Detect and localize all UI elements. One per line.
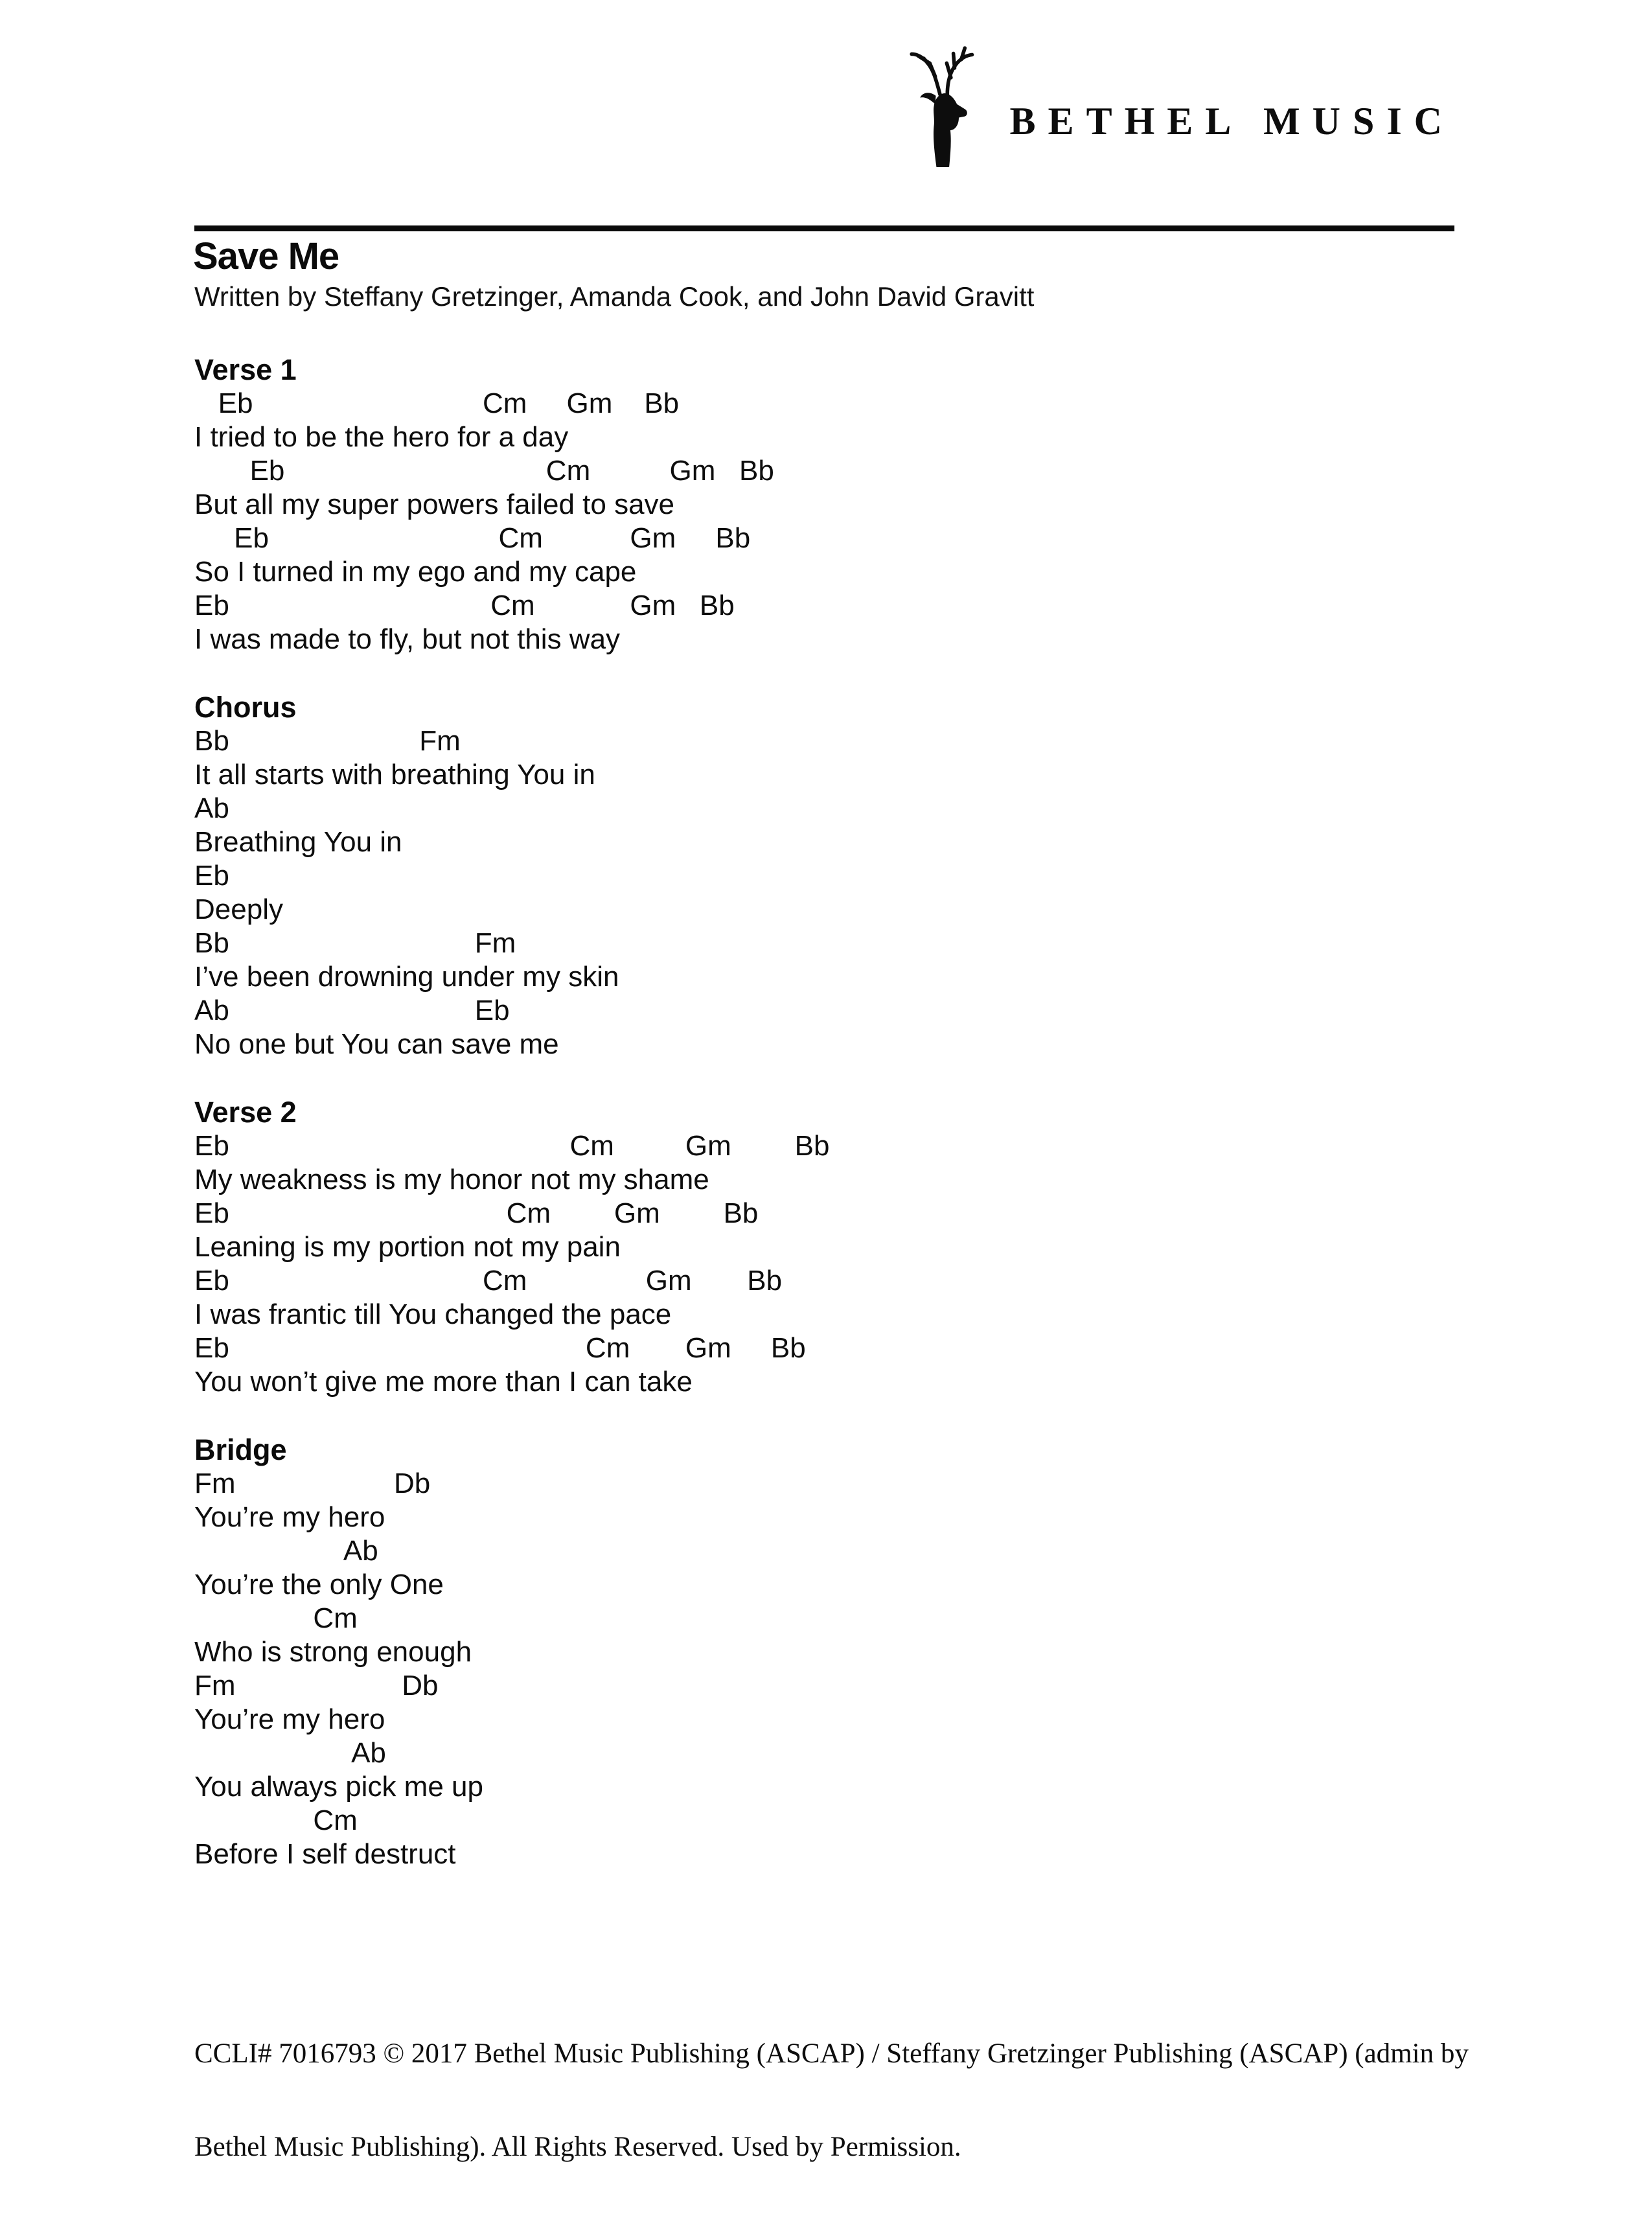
song-body (194, 353, 829, 1871)
section-heading: Bridge (194, 1433, 287, 1466)
lyric-line: You won’t give me more than I can take (194, 1366, 693, 1398)
chord-line: Eb Cm Gm Bb (194, 1130, 830, 1162)
bethel-music-logo (901, 40, 1454, 167)
lyric-line: But all my super powers failed to save (194, 489, 675, 520)
lyric-line: You’re my hero (194, 1501, 385, 1533)
song-section (194, 691, 829, 1061)
lyric-line: I tried to be the hero for a day (194, 421, 569, 453)
chord-line: Cm (194, 1804, 358, 1836)
song-section (194, 353, 829, 656)
section-heading: Chorus (194, 691, 297, 724)
header-divider (194, 225, 1454, 231)
byline: Written by Steffany Gretzinger, Amanda Cook, and John David Gravitt (194, 281, 1035, 312)
chord-line: Eb Cm Gm Bb (194, 522, 751, 554)
footer (194, 1976, 1469, 2225)
lyric-line: It all starts with breathing You in (194, 759, 595, 790)
lyric-line: I was made to fly, but not this way (194, 623, 621, 655)
footer-line: Bethel Music Publishing). All Rights Reserved. Used by Permission. (194, 2132, 961, 2162)
lyric-line: Breathing You in (194, 826, 402, 858)
footer-line: CCLI# 7016793 © 2017 Bethel Music Publishing (ASCAP) / Steffany Gretzinger Publishing (ASCAP) (admin by (194, 2038, 1469, 2069)
lyric-line: I was frantic till You changed the pace (194, 1298, 672, 1330)
lyric-line: You’re my hero (194, 1703, 385, 1735)
lyric-line: So I turned in my ego and my cape (194, 556, 637, 588)
chord-line: Eb Cm Gm Bb (194, 1332, 806, 1364)
song-section (194, 1096, 829, 1399)
chord-line: Eb Cm Gm Bb (194, 1265, 783, 1297)
chord-line: Ab (194, 792, 229, 824)
chord-line: Eb Cm Gm Bb (194, 387, 680, 419)
lyric-line: Leaning is my portion not my pain (194, 1231, 621, 1263)
chord-line: Ab Eb (194, 995, 510, 1026)
chord-line: Fm Db (194, 1670, 439, 1701)
lyric-line: Deeply (194, 893, 283, 925)
lyric-line: Before I self destruct (194, 1838, 456, 1870)
chord-line: Ab (194, 1535, 378, 1567)
lyric-line: You always pick me up (194, 1771, 483, 1803)
brand-name: BETHEL MUSIC (1009, 99, 1454, 143)
chord-line: Fm Db (194, 1468, 431, 1499)
section-heading: Verse 2 (194, 1096, 297, 1129)
deer-head-icon (901, 40, 980, 167)
chord-line: Bb Fm (194, 927, 516, 959)
song-title: Save Me (193, 235, 339, 277)
song-section (194, 1433, 829, 1871)
chord-line: Cm (194, 1602, 358, 1634)
section-heading: Verse 1 (194, 353, 297, 386)
lyric-line: You’re the only One (194, 1569, 444, 1600)
lyric-line: Who is strong enough (194, 1636, 472, 1668)
lyric-line: I’ve been drowning under my skin (194, 961, 619, 993)
chord-line: Eb Cm Gm Bb (194, 590, 735, 621)
chord-line: Bb Fm (194, 725, 461, 757)
chord-line: Eb Cm Gm Bb (194, 1197, 759, 1229)
lyric-line: No one but You can save me (194, 1028, 559, 1060)
chord-line: Ab (194, 1737, 386, 1769)
lyric-line: My weakness is my honor not my shame (194, 1164, 709, 1195)
chord-line: Eb Cm Gm Bb (194, 455, 774, 487)
chord-line: Eb (194, 860, 229, 892)
